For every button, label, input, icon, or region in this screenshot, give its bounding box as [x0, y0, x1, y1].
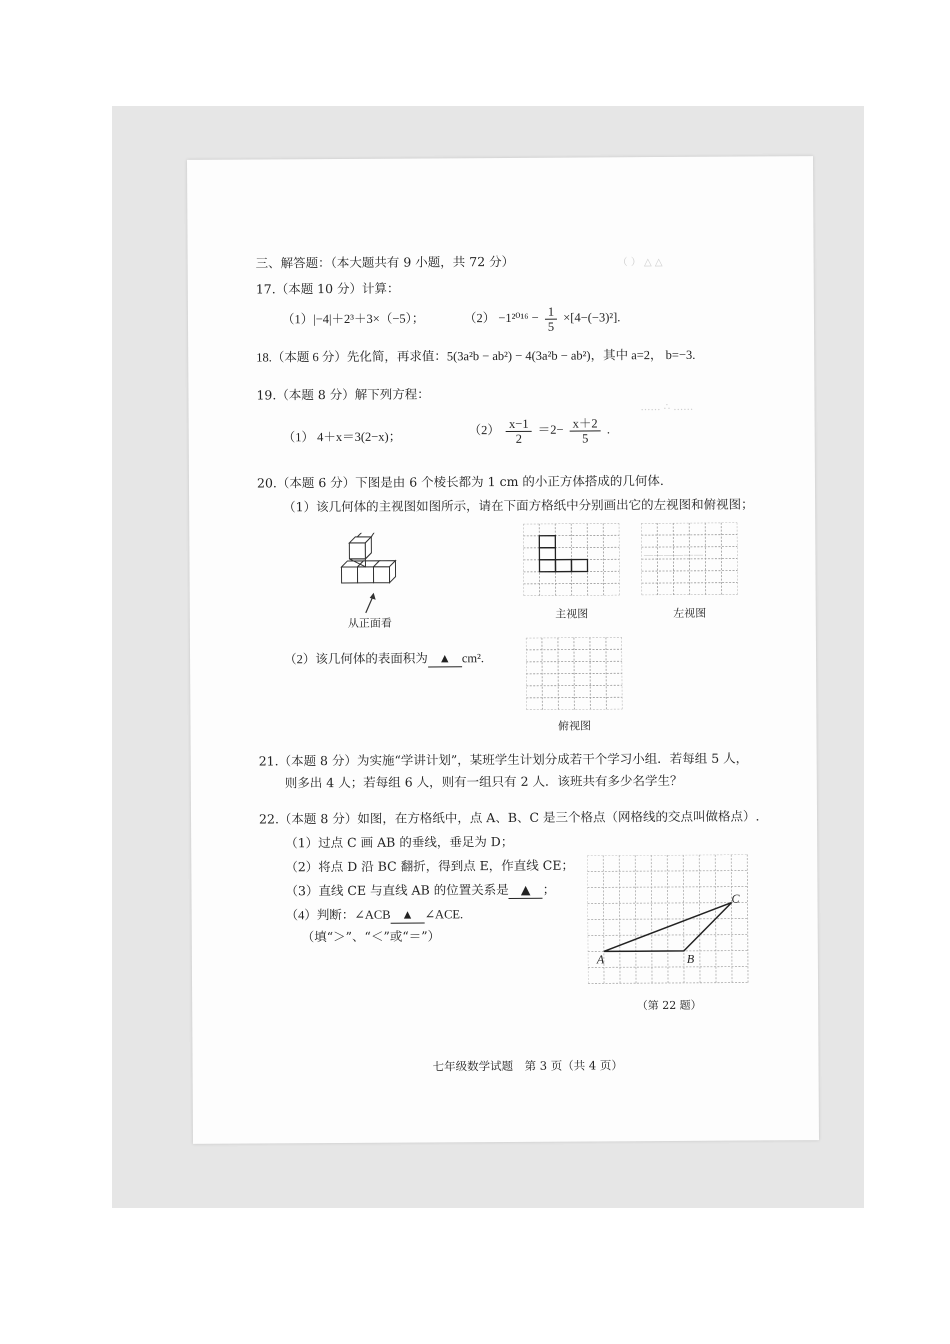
q21-line1: 21.（本题 8 分）为实施“学讲计划”，某班学生计划分成若干个学习小组．若每组 5 人，: [258, 750, 749, 769]
bleed-through: …… ∴ ……: [640, 401, 694, 414]
q22-hint: （填“＞”、“＜”或“＝”）: [301, 928, 441, 945]
page-footer: 七年级数学试题 第 3 页（共 4 页）: [432, 1058, 623, 1074]
answer-blank: ▲: [428, 650, 462, 667]
bleed-through: ——————: [643, 549, 704, 562]
q19-part2-mid: ＝2−: [537, 422, 564, 437]
q17-part2-post: ×[4−(−3)²].: [563, 310, 621, 325]
q22-part3: [285, 882, 555, 901]
top-view-caption: 俯视图: [557, 719, 592, 733]
q22-part2: （2）将点 D 沿 BC 翻折，得到点 E，作直线 CE；: [285, 857, 574, 875]
cube-solid-figure: [337, 533, 415, 599]
q22-part4: [286, 906, 464, 924]
q22-part4-pre: （4）判断：∠ACB: [285, 907, 391, 923]
q17-part2-pre: −1²⁰¹⁶ −: [498, 310, 539, 326]
q22-part4-post: ∠ACE.: [424, 907, 464, 922]
q22-grid-figure: [587, 854, 750, 985]
q19-part2-label: （2）: [468, 423, 500, 438]
q18-text: 18.（本题 6 分）先化简，再求值：5(3a²b − ab²) − 4(3a²b − ab²)，其中 a=2， b=−3.: [256, 347, 696, 365]
q19-title: 19.（本题 8 分）解下列方程：: [256, 386, 430, 403]
q22-part1: （1）过点 C 画 AB 的垂线，垂足为 D；: [285, 833, 514, 851]
point-b-label: B: [686, 951, 695, 966]
front-view-caption: 从正面看: [347, 616, 392, 630]
q20-part2: [284, 650, 484, 668]
answer-blank: ▲: [509, 882, 543, 899]
q22-title: 22.（本题 8 分）如图，在方格纸中，点 A、B、C 是三个格点（网格线的交点叫做格点）.: [258, 808, 760, 827]
left-view-caption: 左视图: [673, 606, 707, 620]
q19-part2: [469, 415, 610, 445]
main-view-grid: [523, 523, 619, 596]
q19-part1: （1） 4＋x＝3(2−x)；: [282, 429, 402, 445]
q20-part1: （1）该几何体的主视图如图所示，请在下面方格纸中分别画出它的左视图和俯视图；: [283, 496, 754, 515]
exam-page: [187, 156, 819, 1144]
point-a-label: A: [596, 952, 605, 967]
q17-part2: [464, 303, 621, 334]
q21-line2: 则多出 4 人；若每组 6 人，则有一组只有 2 人．该班共有多少名学生？: [284, 772, 683, 791]
q19-part2-end: .: [606, 422, 610, 437]
q17-title: 17.（本题 10 分）计算：: [255, 280, 400, 297]
q20-title: 20.（本题 6 分）下图是由 6 个棱长都为 1 cm 的小正方体搭成的几何体.: [256, 473, 664, 491]
point-c-label: C: [731, 891, 740, 906]
q22-part3-post: ；: [542, 881, 556, 897]
q17-part2-label: （2）: [463, 311, 496, 326]
q22-part3-pre: （3）直线 CE 与直线 AB 的位置关系是: [285, 881, 509, 899]
q17-part1: （1）|−4|＋2³＋3×（−5）；: [281, 311, 425, 327]
top-view-grid[interactable]: [526, 637, 622, 710]
fraction: $\frac{1}{5}$: [545, 304, 557, 333]
fraction: $\frac{x-1}{2}$: [506, 416, 532, 445]
q20-part2-pre: （2）该几何体的表面积为: [284, 651, 428, 667]
answer-blank: ▲: [391, 906, 425, 923]
q22-caption: （第 22 题）: [636, 998, 702, 1013]
q20-part2-post: cm².: [461, 651, 485, 666]
main-view-shape: [539, 535, 587, 571]
bleed-through: （ ） △ △: [617, 257, 663, 269]
left-view-grid[interactable]: [641, 523, 737, 596]
fraction: $\frac{x+2}{5}$: [570, 416, 601, 445]
main-view-caption: 主视图: [555, 607, 589, 621]
arrow-up-icon: [362, 591, 380, 615]
section-heading: 三、解答题：（本大题共有 9 小题，共 72 分）: [255, 253, 515, 271]
